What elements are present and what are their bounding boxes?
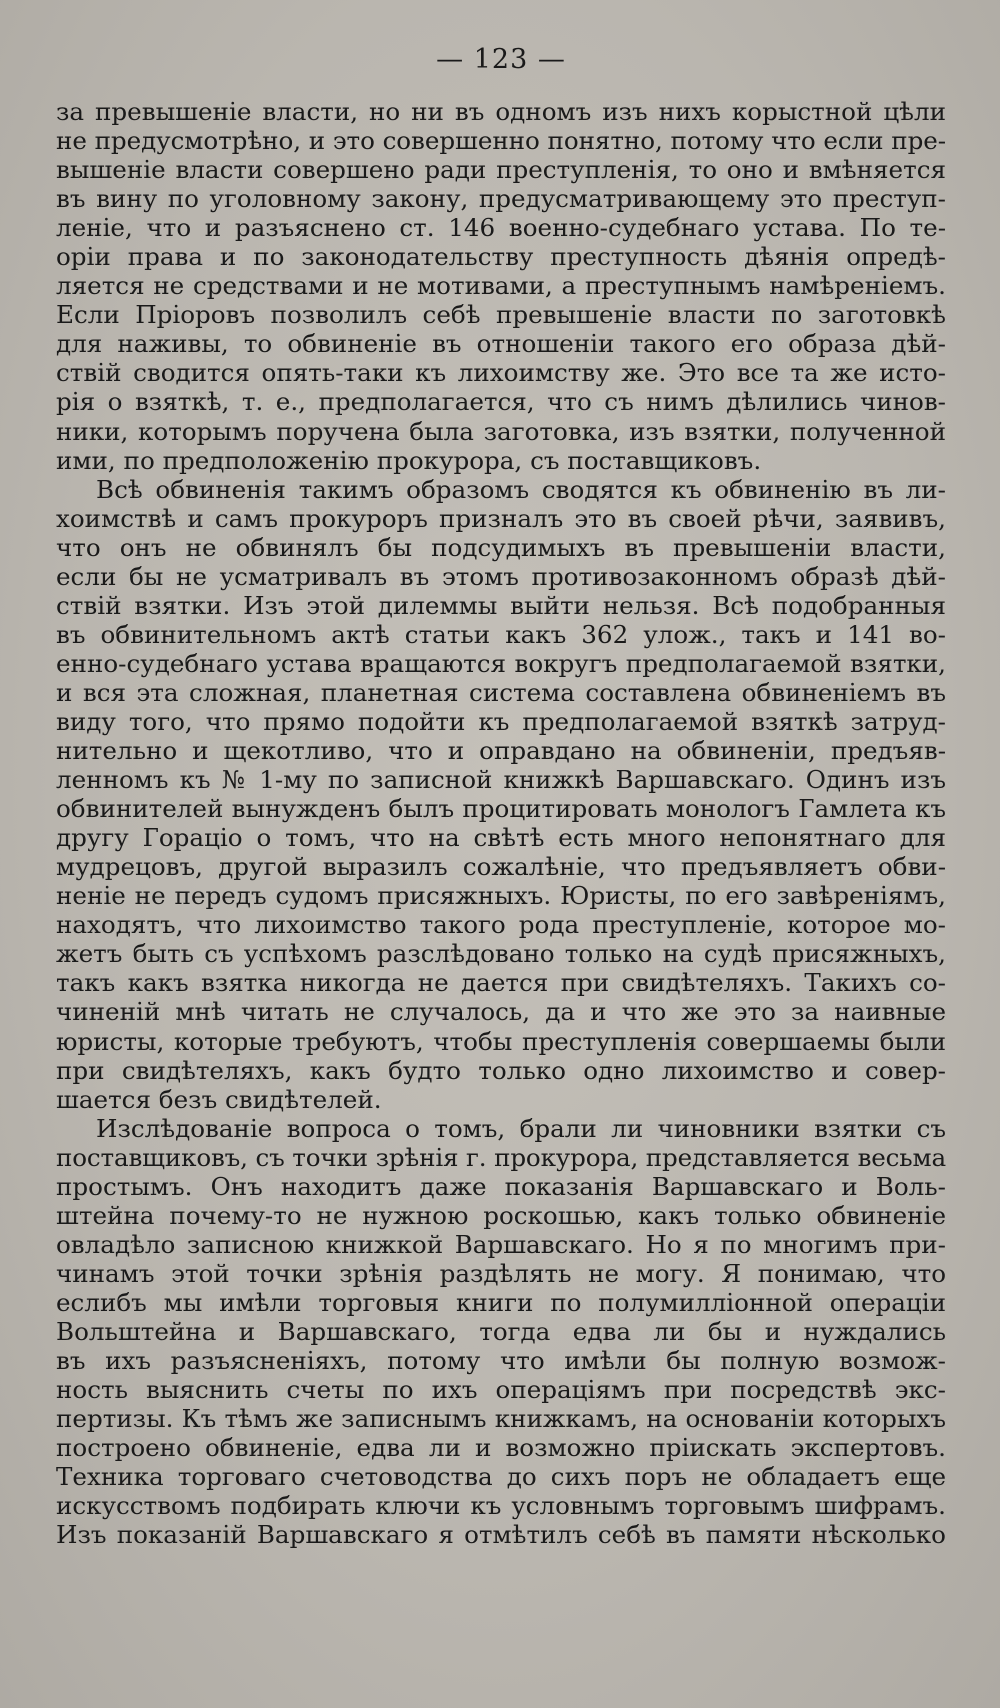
text-line: въ обвинительномъ актѣ статьи какъ 362 улож., такъ и 141 во-	[56, 619, 946, 649]
text-line: штейна почему-то не нужною роскошью, какъ только обвиненіе	[56, 1200, 946, 1230]
paragraph-3	[56, 1114, 946, 1550]
text-line: такъ какъ взятка никогда не дается при свидѣтеляхъ. Такихъ со-	[56, 968, 946, 998]
text-line: хоимствѣ и самъ прокуроръ призналъ это въ своей рѣчи, заявивъ,	[56, 503, 946, 533]
text-line: за превышеніе власти, но ни въ одномъ изъ нихъ корыстной цѣли	[56, 97, 946, 126]
text-line: находятъ, что лихоимство такого рода преступленіе, которое мо-	[56, 910, 946, 940]
text-line: овладѣло записною книжкой Варшавскаго. Но я по многимъ при-	[56, 1229, 946, 1259]
text-line: другу Гораціо о томъ, что на свѣтѣ есть много непонятнаго для	[56, 823, 946, 853]
text-line: мудрецовъ, другой выразилъ сожалѣніе, что предъявляетъ обви-	[56, 852, 946, 882]
text-line: Изслѣдованіе вопроса о томъ, брали ли чиновники взятки съ	[96, 1113, 946, 1143]
text-line: Техника торговаго счетоводства до сихъ поръ не обладаетъ еще	[56, 1462, 946, 1492]
text-line: нительно и щекотливо, что и оправдано на обвиненіи, предъяв-	[56, 736, 946, 766]
text-line: если бы не усматривалъ въ этомъ противозаконномъ образѣ дѣй-	[56, 561, 946, 591]
text-line: ляется не средствами и не мотивами, а преступнымъ намѣреніемъ.	[56, 271, 946, 301]
text-line: построено обвиненіе, едва ли и возможно пріискать экспертовъ.	[56, 1433, 946, 1463]
text-line: леніе, что и разъяснено ст. 146 военно-судебнаго устава. По те-	[56, 213, 946, 243]
paragraph-2	[56, 475, 946, 1114]
text-line: Вольштейна и Варшавскаго, тогда едва ли бы и нуждались	[56, 1316, 946, 1346]
text-line: ствій сводится опять-таки къ лихоимству же. Это все та же исто-	[56, 358, 946, 388]
page-number: — 123 —	[436, 44, 566, 75]
text-line: для наживы, то обвиненіе въ отношеніи такого его образа дѣй-	[56, 329, 946, 359]
text-line: поставщиковъ, съ точки зрѣнія г. прокурора, представляется весьма	[56, 1142, 946, 1172]
text-line: Если Пріоровъ позволилъ себѣ превышеніе власти по заготовкѣ	[56, 300, 946, 330]
text-line: Всѣ обвиненія такимъ образомъ сводятся къ обвиненію въ ли-	[96, 474, 946, 504]
text-line: въ ихъ разъясненіяхъ, потому что имѣли бы полную возмож-	[56, 1346, 946, 1376]
text-line: ими, по предположенію прокурора, съ поставщиковъ.	[56, 445, 762, 475]
text-line: юристы, которые требуютъ, чтобы преступленія совершаемы были	[56, 1026, 946, 1056]
text-line: Изъ показаній Варшавскаго я отмѣтилъ себѣ въ памяти нѣсколько	[56, 1520, 946, 1550]
text-line: при свидѣтеляхъ, какъ будто только одно лихоимство и совер-	[56, 1055, 946, 1085]
text-line: въ вину по уголовному закону, предусматривающему это преступ-	[56, 184, 946, 214]
text-line: рія о взяткѣ, т. е., предполагается, что съ нимъ дѣлились чинов-	[56, 387, 946, 417]
text-line: чинамъ этой точки зрѣнія раздѣлять не могу. Я понимаю, что	[56, 1258, 946, 1288]
text-line: енно-судебнаго устава вращаются вокругъ предполагаемой взятки,	[56, 648, 946, 678]
text-line: неніе не передъ судомъ присяжныхъ. Юристы, по его завѣреніямъ,	[56, 881, 946, 911]
text-line: простымъ. Онъ находитъ даже показанія Варшавскаго и Воль-	[56, 1171, 946, 1201]
text-line: оріи права и по законодательству преступность дѣянія опредѣ-	[56, 242, 946, 272]
text-line: еслибъ мы имѣли торговыя книги по полумилліонной операціи	[56, 1287, 946, 1317]
text-line: ность выяснить счеты по ихъ операціямъ при посредствѣ экс-	[56, 1375, 946, 1405]
paragraph-1	[56, 97, 946, 475]
text-line: и вся эта сложная, планетная система составлена обвиненіемъ въ	[56, 677, 946, 707]
text-line: жетъ быть съ успѣхомъ разслѣдовано только на судѣ присяжныхъ,	[56, 939, 946, 969]
text-line: ники, которымъ поручена была заготовка, изъ взятки, полученной	[56, 416, 946, 446]
text-line: пертизы. Къ тѣмъ же записнымъ книжкамъ, на основаніи которыхъ	[56, 1404, 946, 1434]
text-line: что онъ не обвинялъ бы подсудимыхъ въ превышеніи власти,	[56, 532, 946, 562]
text-line: ствій взятки. Изъ этой дилеммы выйти нельзя. Всѣ подобранныя	[56, 590, 946, 620]
text-line: вышеніе власти совершено ради преступленія, то оно и вмѣняется	[56, 155, 946, 185]
text-line: виду того, что прямо подойти къ предполагаемой взяткѣ затруд-	[56, 706, 946, 736]
text-line: обвинителей вынужденъ былъ процитировать монологъ Гамлета къ	[56, 794, 946, 824]
text-line: чиненій мнѣ читать не случалось, да и что же это за наивные	[56, 997, 946, 1027]
text-line: не предусмотрѣно, и это совершенно понятно, потому что если пре-	[56, 126, 946, 156]
text-line: ленномъ къ № 1-му по записной книжкѣ Варшавскаго. Одинъ изъ	[56, 765, 946, 795]
text-line: шается безъ свидѣтелей.	[56, 1084, 382, 1114]
text-line: искусствомъ подбирать ключи къ условнымъ торговымъ шифрамъ.	[56, 1491, 946, 1521]
